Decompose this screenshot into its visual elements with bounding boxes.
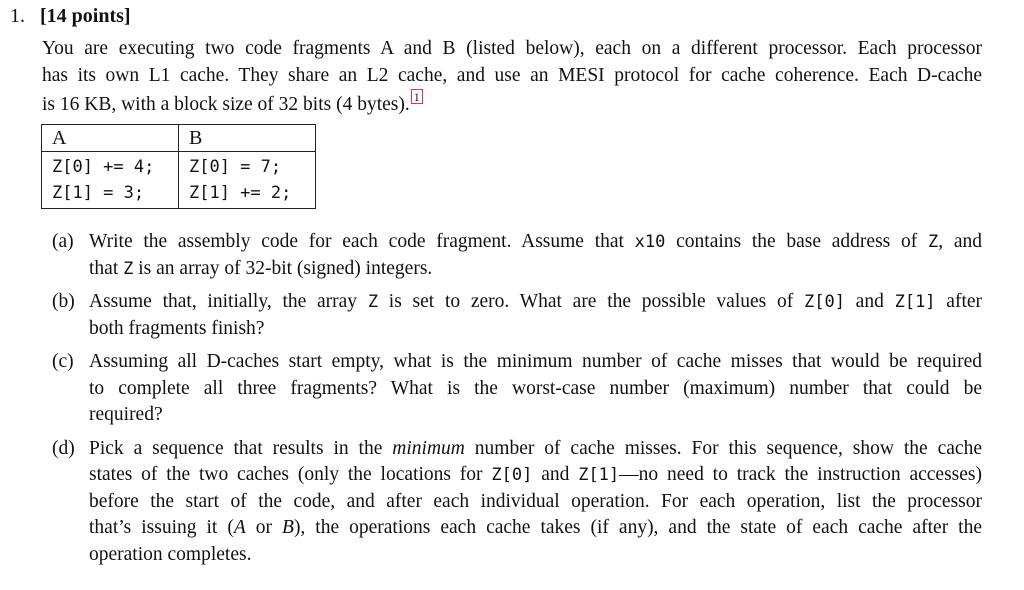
fragment-a-line-2: Z[1] = 3;: [42, 180, 179, 209]
problem-intro: [42, 35, 982, 118]
question-header: [10, 6, 131, 26]
part-d-line-2: [89, 462, 982, 489]
part-d-code-z0: Z[0]: [491, 465, 533, 485]
code-fragments-table: [41, 124, 316, 209]
question-number: 1.: [10, 5, 25, 27]
part-b-label: (b): [52, 291, 75, 312]
part-d-emphasis-a: A: [233, 517, 246, 538]
part-d-text-2: number of cache misses. For this sequence, show the cache: [464, 437, 982, 459]
part-b-line-2: both fragments finish?: [89, 317, 265, 339]
part-c-line-1: Assuming all D-caches start empty, what is the minimum number of cache misses that would be required: [89, 351, 982, 372]
intro-line-2: has its own L1 cache. They share an L2 cache, and use an MESI protocol for cache coherence. Each D-cache: [42, 65, 982, 86]
intro-line-1: You are executing two code fragments A and B (listed below), each on a different processor. Each processor: [42, 38, 982, 59]
intro-line-3-text: is 16 KB, with a block size of 32 bits (4 bytes).: [42, 94, 410, 115]
part-a-text-2: contains the base address of: [665, 231, 928, 252]
part-a-text-4: that: [89, 257, 124, 279]
part-b-line-1: [89, 289, 982, 316]
table-header-b: B: [179, 125, 316, 152]
question-parts: [52, 229, 982, 575]
part-a-code-x10: x10: [634, 232, 666, 252]
table-header-a: A: [42, 125, 179, 152]
part-d-text-8: ), the operations each cache takes (if any), and the state of each cache after the: [293, 517, 983, 538]
part-d-text-3: states of the two caches (only the locations for: [89, 464, 492, 485]
fragment-b-line-2: Z[1] += 2;: [179, 180, 316, 209]
part-d-code-z1: Z[1]: [578, 465, 620, 485]
fragment-b-line-1: Z[0] = 7;: [179, 152, 316, 181]
intro-line-3: [42, 89, 982, 118]
part-a: [52, 229, 982, 282]
part-d-emphasis-b: B: [282, 517, 294, 538]
part-c-line-2: to complete all three fragments? What is the worst-case number (maximum) number that could be: [89, 377, 982, 399]
part-d-text-1: Pick a sequence that results in the: [89, 437, 393, 459]
footnote-marker[interactable]: 1: [411, 89, 423, 104]
part-c-label: (c): [52, 351, 74, 372]
part-b: [52, 289, 982, 342]
part-a-text-1: Write the assembly code for each code fragment. Assume that: [89, 231, 635, 252]
part-c-line-3: required?: [89, 404, 163, 425]
part-d: [52, 436, 982, 569]
part-c: [52, 349, 982, 429]
part-b-code-z: Z: [367, 292, 379, 312]
part-a-code-z-2: Z: [123, 258, 134, 279]
part-b-text-2: is set to zero. What are the possible values of: [378, 291, 804, 312]
part-d-text-7: or: [245, 517, 283, 538]
part-b-code-z1: Z[1]: [894, 292, 936, 312]
part-d-emphasis-minimum: minimum: [392, 437, 465, 459]
part-d-text-6: that’s issuing it (: [89, 517, 234, 538]
part-a-label: (a): [52, 231, 74, 252]
part-d-line-4: [89, 515, 982, 542]
part-b-text-4: after: [935, 291, 983, 312]
part-a-line-2: [89, 256, 982, 283]
part-d-line-3: before the start of the code, and after each individual operation. For each operation, list the processor: [89, 490, 982, 512]
part-a-line-1: [89, 229, 982, 256]
part-a-text-3: , and: [938, 231, 982, 252]
part-b-code-z0: Z[0]: [803, 292, 845, 312]
fragment-a-line-1: Z[0] += 4;: [42, 152, 179, 181]
part-a-code-z: Z: [927, 232, 939, 252]
question-points: [14 points]: [40, 5, 131, 27]
part-d-text-5: —no need to track the instruction accesses): [619, 464, 982, 485]
part-b-text-3: and: [844, 291, 895, 312]
part-d-text-4: and: [532, 464, 579, 485]
part-a-text-5: is an array of 32-bit (signed) integers.: [133, 257, 433, 279]
part-b-text-1: Assume that, initially, the array: [89, 291, 368, 312]
part-d-label: (d): [52, 437, 75, 459]
part-d-line-1: [89, 436, 982, 463]
part-d-line-5: operation completes.: [89, 543, 252, 565]
